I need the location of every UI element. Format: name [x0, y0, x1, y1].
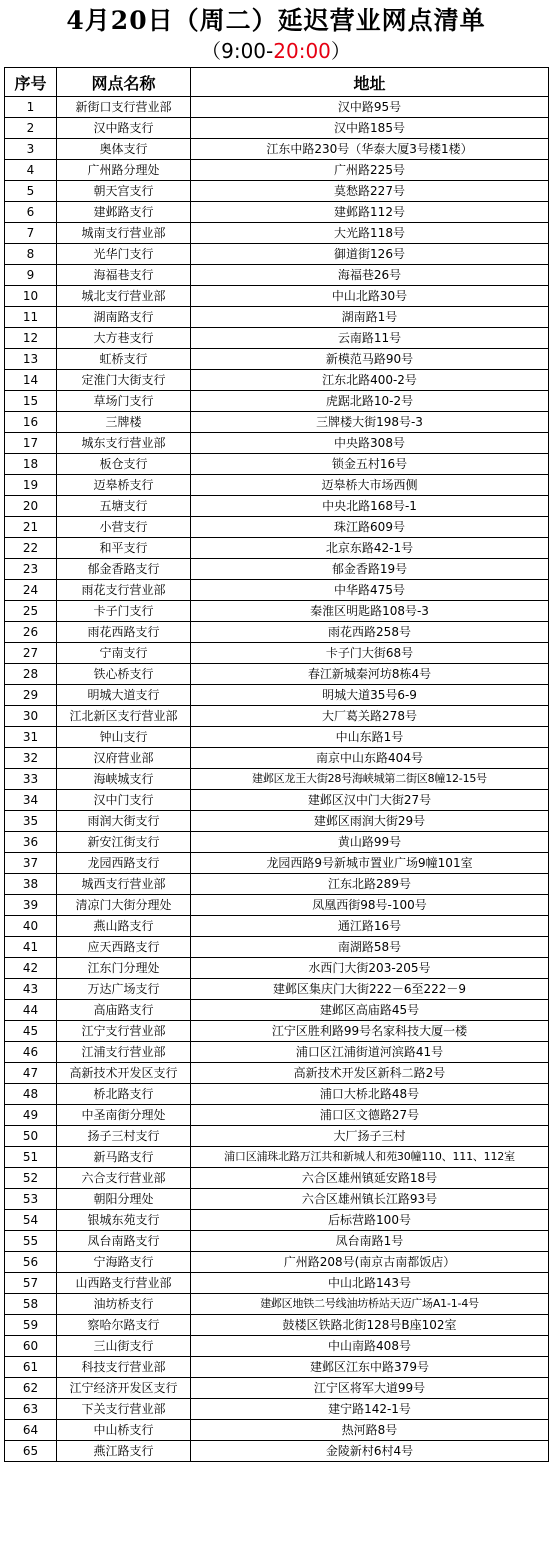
row-branch-name: 扬子三村支行 [57, 1126, 191, 1147]
row-branch-name: 江宁支行营业部 [57, 1021, 191, 1042]
row-address: 中山北路143号 [191, 1273, 549, 1294]
table-row [5, 328, 549, 349]
row-address: 水西门大街203-205号 [191, 958, 549, 979]
row-index: 4 [5, 160, 57, 181]
row-branch-name: 江北新区支行营业部 [57, 706, 191, 727]
row-address: 中山东路1号 [191, 727, 549, 748]
row-branch-name: 科技支行营业部 [57, 1357, 191, 1378]
row-index: 57 [5, 1273, 57, 1294]
row-index: 24 [5, 580, 57, 601]
row-index: 34 [5, 790, 57, 811]
row-index: 36 [5, 832, 57, 853]
row-address: 大厂葛关路278号 [191, 706, 549, 727]
table-row [5, 664, 549, 685]
table-row [5, 97, 549, 118]
table-row [5, 286, 549, 307]
row-address: 中央路308号 [191, 433, 549, 454]
row-address: 南京中山东路404号 [191, 748, 549, 769]
row-address: 浦口区文德路27号 [191, 1105, 549, 1126]
hours-paren-close: ） [330, 39, 351, 63]
row-address: 莫愁路227号 [191, 181, 549, 202]
row-address: 浦口区江浦街道河滨路41号 [191, 1042, 549, 1063]
table-row [5, 748, 549, 769]
row-address: 云南路11号 [191, 328, 549, 349]
row-index: 59 [5, 1315, 57, 1336]
row-branch-name: 海峡城支行 [57, 769, 191, 790]
row-index: 62 [5, 1378, 57, 1399]
table-row [5, 958, 549, 979]
row-address: 凤台南路1号 [191, 1231, 549, 1252]
row-branch-name: 桥北路支行 [57, 1084, 191, 1105]
row-branch-name: 郁金香路支行 [57, 559, 191, 580]
row-index: 43 [5, 979, 57, 1000]
row-address: 通江路16号 [191, 916, 549, 937]
row-index: 21 [5, 517, 57, 538]
table-row [5, 832, 549, 853]
table-row [5, 1210, 549, 1231]
row-branch-name: 应天西路支行 [57, 937, 191, 958]
row-branch-name: 广州路分理处 [57, 160, 191, 181]
row-index: 17 [5, 433, 57, 454]
row-index: 52 [5, 1168, 57, 1189]
row-address: 明城大道35号6-9 [191, 685, 549, 706]
row-address: 江宁区将军大道99号 [191, 1378, 549, 1399]
header-index: 序号 [5, 68, 57, 97]
table-row [5, 1420, 549, 1441]
row-address: 金陵新村6村4号 [191, 1441, 549, 1462]
hours-end: 20:00 [273, 39, 331, 63]
row-index: 51 [5, 1147, 57, 1168]
table-row [5, 412, 549, 433]
table-row [5, 1021, 549, 1042]
row-index: 38 [5, 874, 57, 895]
table-row [5, 181, 549, 202]
row-address: 江东中路230号（华泰大厦3号楼1楼） [191, 139, 549, 160]
hours-start: 9:00- [221, 39, 274, 63]
table-row [5, 601, 549, 622]
table-row [5, 1399, 549, 1420]
table-row [5, 391, 549, 412]
row-branch-name: 五塘支行 [57, 496, 191, 517]
row-branch-name: 汉中门支行 [57, 790, 191, 811]
row-branch-name: 宁南支行 [57, 643, 191, 664]
table-header-row [5, 68, 549, 97]
row-branch-name: 卡子门支行 [57, 601, 191, 622]
row-index: 58 [5, 1294, 57, 1315]
row-address: 广州路225号 [191, 160, 549, 181]
table-row [5, 559, 549, 580]
row-branch-name: 定淮门大街支行 [57, 370, 191, 391]
row-branch-name: 虹桥支行 [57, 349, 191, 370]
table-row [5, 1378, 549, 1399]
row-branch-name: 燕江路支行 [57, 1441, 191, 1462]
row-index: 12 [5, 328, 57, 349]
row-branch-name: 城南支行营业部 [57, 223, 191, 244]
table-row [5, 1147, 549, 1168]
row-index: 42 [5, 958, 57, 979]
table-row [5, 433, 549, 454]
table-row [5, 118, 549, 139]
row-branch-name: 海福巷支行 [57, 265, 191, 286]
row-address: 御道街126号 [191, 244, 549, 265]
table-row [5, 916, 549, 937]
row-index: 37 [5, 853, 57, 874]
row-address: 雨花西路258号 [191, 622, 549, 643]
row-index: 6 [5, 202, 57, 223]
row-index: 28 [5, 664, 57, 685]
row-branch-name: 大方巷支行 [57, 328, 191, 349]
table-row [5, 706, 549, 727]
row-branch-name: 山西路支行营业部 [57, 1273, 191, 1294]
header-address: 地址 [191, 68, 549, 97]
table-row [5, 454, 549, 475]
table-row [5, 622, 549, 643]
table-row [5, 1105, 549, 1126]
row-index: 49 [5, 1105, 57, 1126]
table-row [5, 1126, 549, 1147]
row-branch-name: 朝天宫支行 [57, 181, 191, 202]
business-hours [0, 37, 552, 65]
row-index: 19 [5, 475, 57, 496]
row-address: 龙园西路9号新城市置业广场9幢101室 [191, 853, 549, 874]
row-index: 56 [5, 1252, 57, 1273]
row-branch-name: 迈皋桥支行 [57, 475, 191, 496]
row-address: 热河路8号 [191, 1420, 549, 1441]
row-branch-name: 中山桥支行 [57, 1420, 191, 1441]
table-row [5, 1315, 549, 1336]
row-index: 9 [5, 265, 57, 286]
table-row [5, 1042, 549, 1063]
row-branch-name: 明城大道支行 [57, 685, 191, 706]
row-branch-name: 城东支行营业部 [57, 433, 191, 454]
row-index: 1 [5, 97, 57, 118]
row-branch-name: 下关支行营业部 [57, 1399, 191, 1420]
row-branch-name: 龙园西路支行 [57, 853, 191, 874]
row-index: 31 [5, 727, 57, 748]
row-address: 虎踞北路10-2号 [191, 391, 549, 412]
row-address: 鼓楼区铁路北街128号B座102室 [191, 1315, 549, 1336]
row-branch-name: 雨花支行营业部 [57, 580, 191, 601]
row-index: 29 [5, 685, 57, 706]
row-branch-name: 江宁经济开发区支行 [57, 1378, 191, 1399]
row-index: 41 [5, 937, 57, 958]
row-address: 秦淮区明匙路108号-3 [191, 601, 549, 622]
row-branch-name: 板仓支行 [57, 454, 191, 475]
row-index: 46 [5, 1042, 57, 1063]
row-address: 郁金香路19号 [191, 559, 549, 580]
row-address: 南湖路58号 [191, 937, 549, 958]
row-address: 湖南路1号 [191, 307, 549, 328]
row-branch-name: 中圣南街分理处 [57, 1105, 191, 1126]
row-index: 5 [5, 181, 57, 202]
row-branch-name: 清凉门大街分理处 [57, 895, 191, 916]
table-row [5, 1252, 549, 1273]
table-row [5, 643, 549, 664]
row-index: 64 [5, 1420, 57, 1441]
table-row [5, 496, 549, 517]
row-index: 39 [5, 895, 57, 916]
row-branch-name: 江东门分理处 [57, 958, 191, 979]
row-branch-name: 新安江街支行 [57, 832, 191, 853]
row-branch-name: 江浦支行营业部 [57, 1042, 191, 1063]
row-branch-name: 和平支行 [57, 538, 191, 559]
row-index: 27 [5, 643, 57, 664]
row-address: 大厂扬子三村 [191, 1126, 549, 1147]
row-branch-name: 银城东苑支行 [57, 1210, 191, 1231]
row-branch-name: 燕山路支行 [57, 916, 191, 937]
table-row [5, 370, 549, 391]
row-address: 汉中路185号 [191, 118, 549, 139]
row-branch-name: 六合支行营业部 [57, 1168, 191, 1189]
row-address: 卡子门大街68号 [191, 643, 549, 664]
row-index: 60 [5, 1336, 57, 1357]
row-address: 大光路118号 [191, 223, 549, 244]
table-row [5, 853, 549, 874]
row-branch-name: 宁海路支行 [57, 1252, 191, 1273]
row-index: 30 [5, 706, 57, 727]
row-address: 三牌楼大街198号-3 [191, 412, 549, 433]
row-address: 江东北路400-2号 [191, 370, 549, 391]
row-index: 13 [5, 349, 57, 370]
row-address: 汉中路95号 [191, 97, 549, 118]
row-branch-name: 雨润大街支行 [57, 811, 191, 832]
row-branch-name: 新街口支行营业部 [57, 97, 191, 118]
table-row [5, 979, 549, 1000]
row-index: 10 [5, 286, 57, 307]
table-row [5, 1084, 549, 1105]
row-address: 浦口区浦珠北路万江共和新城人和苑30幢110、111、112室 [191, 1147, 549, 1168]
row-index: 23 [5, 559, 57, 580]
table-row [5, 223, 549, 244]
row-branch-name: 小营支行 [57, 517, 191, 538]
row-branch-name: 草场门支行 [57, 391, 191, 412]
row-address: 建邺区集庆门大街222－6至222－9 [191, 979, 549, 1000]
row-address: 中山南路408号 [191, 1336, 549, 1357]
row-address: 浦口大桥北路48号 [191, 1084, 549, 1105]
row-address: 六合区雄州镇长江路93号 [191, 1189, 549, 1210]
row-address: 后标营路100号 [191, 1210, 549, 1231]
row-branch-name: 新马路支行 [57, 1147, 191, 1168]
table-row [5, 160, 549, 181]
table-row [5, 1231, 549, 1252]
row-index: 3 [5, 139, 57, 160]
row-address: 迈皋桥大市场西侧 [191, 475, 549, 496]
row-address: 建宁路142-1号 [191, 1399, 549, 1420]
row-branch-name: 凤台南路支行 [57, 1231, 191, 1252]
row-address: 建邺区汉中门大街27号 [191, 790, 549, 811]
table-row [5, 1294, 549, 1315]
row-index: 25 [5, 601, 57, 622]
row-branch-name: 钟山支行 [57, 727, 191, 748]
row-address: 建邺区高庙路45号 [191, 1000, 549, 1021]
row-branch-name: 铁心桥支行 [57, 664, 191, 685]
row-index: 14 [5, 370, 57, 391]
row-branch-name: 三山街支行 [57, 1336, 191, 1357]
row-address: 新模范马路90号 [191, 349, 549, 370]
row-index: 54 [5, 1210, 57, 1231]
table-row [5, 1168, 549, 1189]
row-index: 45 [5, 1021, 57, 1042]
table-row [5, 307, 549, 328]
row-index: 7 [5, 223, 57, 244]
table-row [5, 349, 549, 370]
row-address: 江宁区胜利路99号名家科技大厦一楼 [191, 1021, 549, 1042]
page-title: 4月20日（周二）延迟营业网点清单 [66, 6, 486, 35]
row-branch-name: 朝阳分理处 [57, 1189, 191, 1210]
row-index: 16 [5, 412, 57, 433]
row-index: 35 [5, 811, 57, 832]
row-index: 47 [5, 1063, 57, 1084]
row-branch-name: 城西支行营业部 [57, 874, 191, 895]
table-row [5, 1441, 549, 1462]
row-index: 55 [5, 1231, 57, 1252]
row-address: 建邺区雨润大街29号 [191, 811, 549, 832]
row-branch-name: 湖南路支行 [57, 307, 191, 328]
branch-table [4, 67, 549, 1462]
row-branch-name: 建邺路支行 [57, 202, 191, 223]
row-branch-name: 光华门支行 [57, 244, 191, 265]
row-index: 44 [5, 1000, 57, 1021]
row-index: 11 [5, 307, 57, 328]
table-row [5, 1063, 549, 1084]
hours-paren-open: （ [201, 39, 222, 63]
row-index: 33 [5, 769, 57, 790]
row-branch-name: 高庙路支行 [57, 1000, 191, 1021]
table-row [5, 895, 549, 916]
row-branch-name: 城北支行营业部 [57, 286, 191, 307]
row-branch-name: 高新技术开发区支行 [57, 1063, 191, 1084]
row-address: 建邺区江东中路379号 [191, 1357, 549, 1378]
row-index: 2 [5, 118, 57, 139]
table-row [5, 727, 549, 748]
table-row [5, 265, 549, 286]
row-index: 32 [5, 748, 57, 769]
row-address: 春江新城秦河坊8栋4号 [191, 664, 549, 685]
table-row [5, 769, 549, 790]
row-index: 26 [5, 622, 57, 643]
row-branch-name: 汉府营业部 [57, 748, 191, 769]
row-branch-name: 奥体支行 [57, 139, 191, 160]
table-row [5, 937, 549, 958]
row-address: 广州路208号(南京古南都饭店） [191, 1252, 549, 1273]
row-index: 53 [5, 1189, 57, 1210]
table-row [5, 139, 549, 160]
row-branch-name: 万达广场支行 [57, 979, 191, 1000]
row-address: 中山北路30号 [191, 286, 549, 307]
row-address: 北京东路42-1号 [191, 538, 549, 559]
table-row [5, 811, 549, 832]
row-index: 8 [5, 244, 57, 265]
row-address: 建邺区地铁二号线油坊桥站天迈广场A1-1-4号 [191, 1294, 549, 1315]
row-index: 50 [5, 1126, 57, 1147]
table-row [5, 1336, 549, 1357]
row-address: 凤凰西街98号-100号 [191, 895, 549, 916]
row-branch-name: 三牌楼 [57, 412, 191, 433]
row-index: 18 [5, 454, 57, 475]
row-address: 黄山路99号 [191, 832, 549, 853]
row-address: 六合区雄州镇延安路18号 [191, 1168, 549, 1189]
table-row [5, 202, 549, 223]
table-row [5, 1273, 549, 1294]
row-branch-name: 雨花西路支行 [57, 622, 191, 643]
table-row [5, 580, 549, 601]
table-row [5, 874, 549, 895]
row-branch-name: 油坊桥支行 [57, 1294, 191, 1315]
table-row [5, 475, 549, 496]
row-branch-name: 察哈尔路支行 [57, 1315, 191, 1336]
row-address: 海福巷26号 [191, 265, 549, 286]
row-index: 15 [5, 391, 57, 412]
header-branch-name: 网点名称 [57, 68, 191, 97]
table-row [5, 790, 549, 811]
row-index: 20 [5, 496, 57, 517]
row-address: 锁金五村16号 [191, 454, 549, 475]
table-row [5, 1189, 549, 1210]
row-address: 中央北路168号-1 [191, 496, 549, 517]
table-row [5, 244, 549, 265]
row-address: 建邺区龙王大街28号海峡城第二街区8幢12-15号 [191, 769, 549, 790]
row-index: 22 [5, 538, 57, 559]
row-address: 江东北路289号 [191, 874, 549, 895]
row-address: 中华路475号 [191, 580, 549, 601]
table-row [5, 538, 549, 559]
row-address: 高新技术开发区新科二路2号 [191, 1063, 549, 1084]
table-row [5, 1000, 549, 1021]
table-row [5, 517, 549, 538]
row-index: 65 [5, 1441, 57, 1462]
row-index: 61 [5, 1357, 57, 1378]
row-index: 48 [5, 1084, 57, 1105]
row-branch-name: 汉中路支行 [57, 118, 191, 139]
table-row [5, 685, 549, 706]
table-row [5, 1357, 549, 1378]
row-address: 建邺路112号 [191, 202, 549, 223]
row-index: 40 [5, 916, 57, 937]
row-address: 珠江路609号 [191, 517, 549, 538]
row-index: 63 [5, 1399, 57, 1420]
